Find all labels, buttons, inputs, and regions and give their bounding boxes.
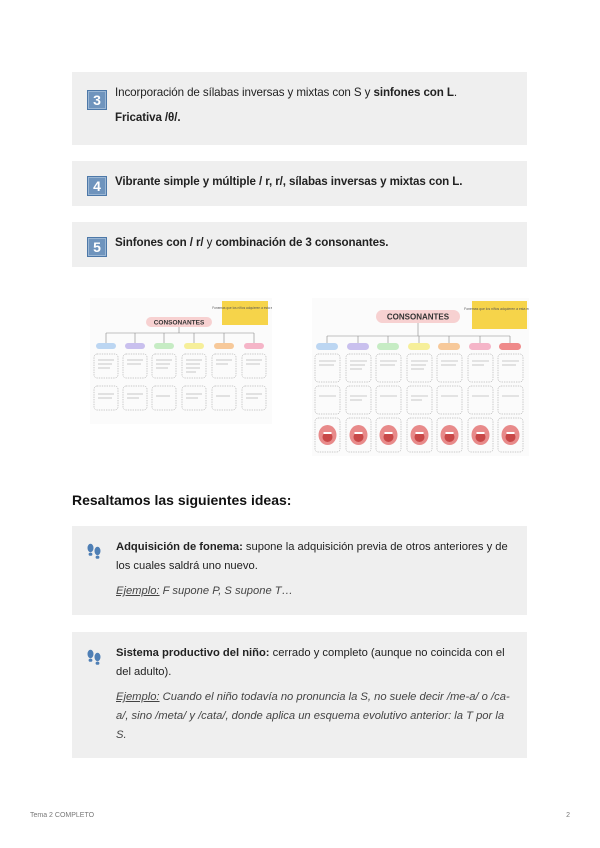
consonantes-diagram-thumbnail [312,298,529,456]
example-label: Ejemplo: [116,691,160,703]
step-3-bold: sinfones con L [373,86,454,99]
thumb-title: CONSONANTES [386,312,450,322]
step-3-text [115,80,517,130]
section-title: Resaltamos las siguientes ideas: [72,492,292,508]
step-number-badge: 4 [87,176,107,196]
step-number-badge: 3 [87,90,107,110]
idea-text [116,644,517,745]
step-3-box [72,72,527,145]
step-5-bold-b: combinación de 3 consonantes. [215,236,389,249]
step-4-text [115,169,517,194]
idea-term: Adquisición de fonema: [116,541,243,553]
step-5-mid: y [203,236,216,249]
step-4-bold: Vibrante simple y múltiple / r, r/, sílabas inversas y mixtas con L. [115,175,463,188]
idea-description: supone la adquisición previa de otros anteriores y de los cuales saldrá uno nuevo. [116,541,508,572]
idea-term: Sistema productivo del niño: [116,647,270,659]
footer-left: Tema 2 COMPLETO [30,812,95,819]
step-3-post: . [453,86,458,99]
footprints-icon [86,542,102,560]
thumb-note: Fonemas que los niños adquieren a esta edad [464,307,529,311]
example-text: Cuando el niño todavía no pronuncia la S, no suele decir /me-a/ o /ca-a/, sino /meta/ y /cata/, donde aplica un esquema evolutivo anterior: la T por la S. [116,691,510,741]
idea-description: cerrado y completo (aunque no coincida con el del adulto). [116,647,505,678]
consonantes-diagram [312,298,529,456]
thumb-note: Fonemas que los niños adquieren a esta edad [212,306,272,310]
step-5-text [115,230,517,255]
example-text: F supone P, S supone T… [159,585,293,597]
footprints-icon [86,648,102,666]
idea-box [72,632,527,758]
consonantes-diagram [90,298,272,424]
idea-text [116,538,517,601]
idea-box [72,526,527,615]
page-number: 2 [566,812,570,819]
step-4-box [72,161,527,206]
consonantes-diagram-thumbnail [90,298,272,424]
example-label: Ejemplo: [116,585,160,597]
thumb-title: CONSONANTES [153,319,205,327]
step-3-pre: Incorporación de sílabas inversas y mixtas con S y [115,86,374,99]
step-5-bold-a: Sinfones con / r/ [115,236,204,249]
step-5-box [72,222,527,267]
step-3-line2: Fricativa /θ/. [115,111,181,124]
step-number-badge: 5 [87,237,107,257]
